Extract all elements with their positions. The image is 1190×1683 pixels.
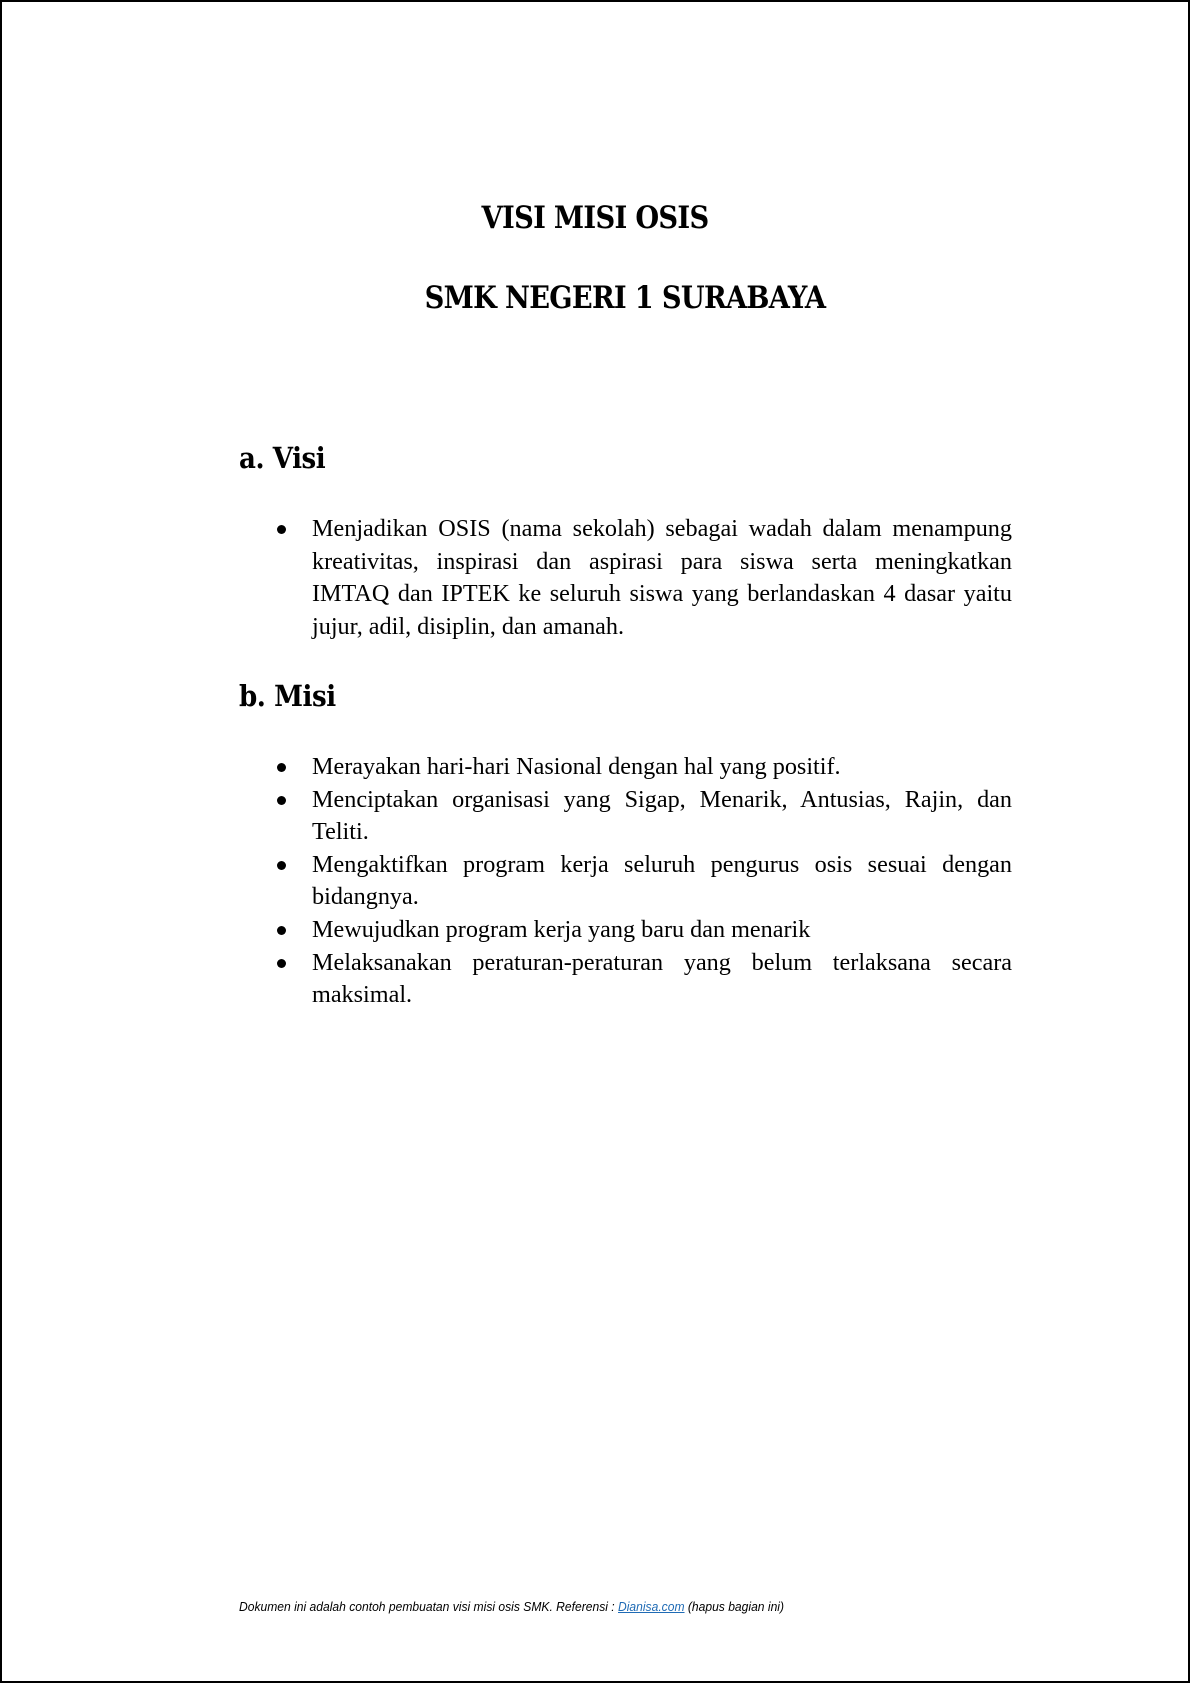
list-item	[272, 947, 1012, 1012]
visi-list	[272, 513, 1012, 643]
footer-prefix: Dokumen ini adalah contoh pembuatan visi misi osis SMK. Referensi :	[239, 1599, 619, 1614]
section-heading-visi: a. Visi	[239, 441, 326, 475]
document-subtitle-school: SMK NEGERI 1 SURABAYA	[424, 280, 826, 316]
list-item-text: Mewujudkan program kerja yang baru dan menarik	[312, 915, 811, 943]
list-item	[272, 914, 1012, 947]
list-item	[272, 751, 1012, 784]
bullet-icon	[277, 861, 286, 870]
reference-link[interactable]: Dianisa.com	[618, 1599, 685, 1614]
list-item-text: Merayakan hari-hari Nasional dengan hal yang positif.	[312, 753, 841, 780]
bullet-icon	[277, 926, 286, 935]
list-item-text: Melaksanakan peraturan-peraturan yang belum terlaksana secara maksimal.	[312, 948, 1012, 1009]
list-item-text: Mengaktifkan program kerja seluruh pengurus osis sesuai dengan bidangnya.	[312, 850, 1012, 911]
list-item-text: Menciptakan organisasi yang Sigap, Menarik, Antusias, Rajin, dan Teliti.	[312, 785, 1012, 846]
document-title: VISI MISI OSIS	[481, 200, 709, 236]
misi-list	[272, 751, 1012, 1012]
footer-note	[239, 1598, 784, 1616]
list-item	[272, 513, 1012, 643]
footer-suffix: (hapus bagian ini)	[684, 1599, 785, 1614]
bullet-icon	[277, 959, 286, 968]
list-item	[272, 784, 1012, 849]
list-item-text: Menjadikan OSIS (nama sekolah) sebagai wadah dalam menampung kreativitas, inspirasi dan aspirasi para siswa serta meningkatkan IMTAQ dan IPTEK ke seluruh siswa yang berlandaskan 4 dasar yaitu jujur, adil, disiplin, dan amanah.	[312, 515, 1012, 640]
section-heading-misi: b. Misi	[239, 679, 336, 713]
list-item	[272, 849, 1012, 914]
bullet-icon	[277, 525, 286, 534]
bullet-icon	[277, 796, 286, 805]
bullet-icon	[277, 763, 286, 772]
